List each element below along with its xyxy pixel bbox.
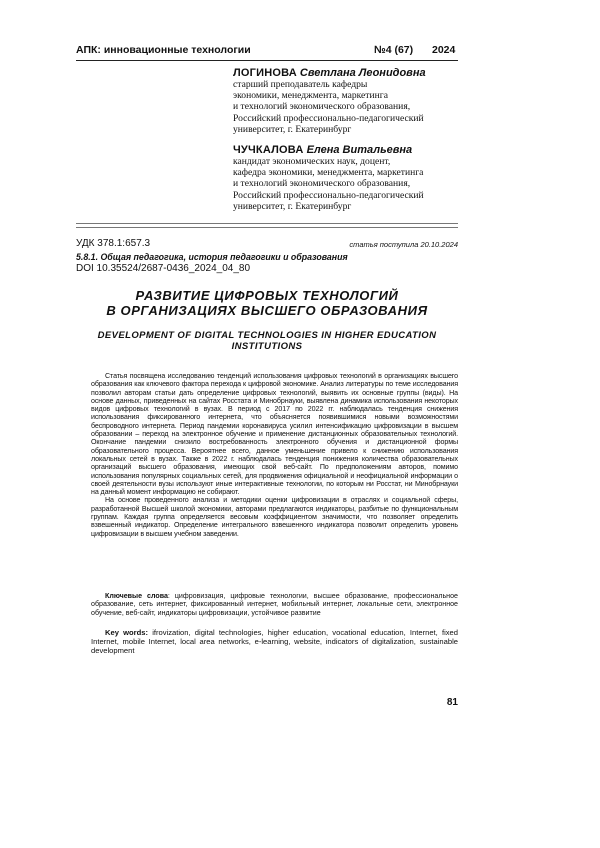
journal-title: АПК: инновационные технологии [76,44,251,56]
abstract [91,372,458,538]
page-number: 81 [446,697,458,708]
author-surname: ЧУЧКАЛОВА [233,144,304,156]
author-surname: ЛОГИНОВА [233,67,297,79]
author-given-names: Елена Витальевна [306,144,413,156]
author-given-names: Светлана Леонидовна [299,67,426,79]
affiliation-line: кафедра экономики, менеджмента, маркетинга [233,167,424,179]
keywords-en [91,628,458,655]
affiliation-line: Российский профессионально-педагогический [233,112,424,124]
affiliation-line: университет, г. Екатеринбург [233,123,352,135]
affiliation-line: Российский профессионально-педагогический [233,189,424,201]
affiliation-line: кандидат экономических наук, доцент, [233,156,391,167]
keywords-text: ifrovization, digital technologies, higher education, vocational education, Internet, fixed Internet, mobile Internet, local area networks, e-learning, website, indicators of digitalization, sustainable development [91,628,458,655]
keywords-ru [91,592,458,617]
subject-rubric: 5.8.1. Общая педагогика, история педагогики и образования [76,252,348,262]
title-line: INSTITUTIONS [231,341,303,352]
keywords-label: Key words: [105,628,149,637]
author-name [233,67,463,79]
abstract-paragraph: На основе проведенного анализа и методики оценки цифровизации в отраслях и социальной сферы, разработанной Высшей школой экономики, авторами предлагаются индикаторы, разбитые по функциональным группам. Каждая группа определяется весовым коэффициентом значимости, что позволяет определить взвешенный индикатор. Определение интегрального взвешенного индикатора позволит определить уровень цифровизации в высшем учебном заведении. [91,496,458,538]
title-line: В ОРГАНИЗАЦИЯХ ВЫСШЕГО ОБРАЗОВАНИЯ [106,303,428,318]
author-block-1 [233,67,463,135]
affiliation-line: и технологий экономического образования, [233,178,411,190]
author-name [233,144,463,156]
author-affiliation [233,156,463,212]
abstract-paragraph: Статья посвящена исследованию тенденций использования цифровых технологий в организациях высшего образования как ключевого фактора перехода к цифровой экономике. Анализ литературы по теме исследования позволил авторам статьи дать определение цифровых технологий, выявить их основные группы (виды). На основе данных, приведенных на сайтах Росстата и Минобрнауки, выявлена динамика использования некоторых видов цифровых технологий в вузах. В период с 2017 по 2022 гг. наблюдалась тенденция снижения использования фиксированного интернета, что объясняется появившимися новыми возможностями беспроводного интернета. Период пандемии коронавируса усилил интенсификацию цифровизации в высшем образовании – переход на электронное обучение и применение дистанционных образовательных технологий. Окончание пандемии снизило востребованность электронного обучения и дистанционной формы образовательного процесса. Вероятнее всего, данное уменьшение привело к снижению использования локальных сетей в вузах. Также в 2022 г. наблюдалась тенденция понижения количества образовательных организаций высшего образования, имеющих свой веб-сайт. По предположениям авторов, помимо использования популярных социальных сетей, для продвижения официальной и неофициальной информации о своей деятельности вузы используют иные интерактивные технологии, по которым ни Росстат, ни Минобрнауки на данный момент информацию не собирают. [91,372,458,497]
title-line: DEVELOPMENT OF DIGITAL TECHNOLOGIES IN HIGHER EDUCATION [97,330,437,341]
affiliation-line: экономики, менеджмента, маркетинга [233,90,388,102]
affiliation-line: старший преподаватель кафедры [233,79,368,90]
keywords-label: Ключевые слова [105,592,168,600]
received-date: статья поступила 20.10.2024 [349,240,458,249]
author-block-2 [233,144,463,212]
article-title-en [76,330,458,352]
udc-code: УДК 378.1:657.3 [76,238,151,249]
doi: DOI 10.35524/2687-0436_2024_04_80 [76,263,251,274]
keywords-text: : цифровизация, цифровые технологии, высшее образование, профессиональное образование, сеть интернет, фиксированный интернет, мобильный интернет, локальные сети, электронное обучение, веб-сайт, индикаторы цифровизации, устойчивое развитие [91,592,458,617]
header-rule [76,60,458,61]
article-title-ru [76,288,458,318]
affiliation-line: университет, г. Екатеринбург [233,200,352,212]
issue-year: 2024 [432,44,456,56]
section-divider [76,223,458,228]
author-affiliation [233,79,463,135]
affiliation-line: и технологий экономического образования, [233,101,411,113]
issue-number: №4 (67) [374,44,414,56]
title-line: РАЗВИТИЕ ЦИФРОВЫХ ТЕХНОЛОГИЙ [135,288,399,303]
